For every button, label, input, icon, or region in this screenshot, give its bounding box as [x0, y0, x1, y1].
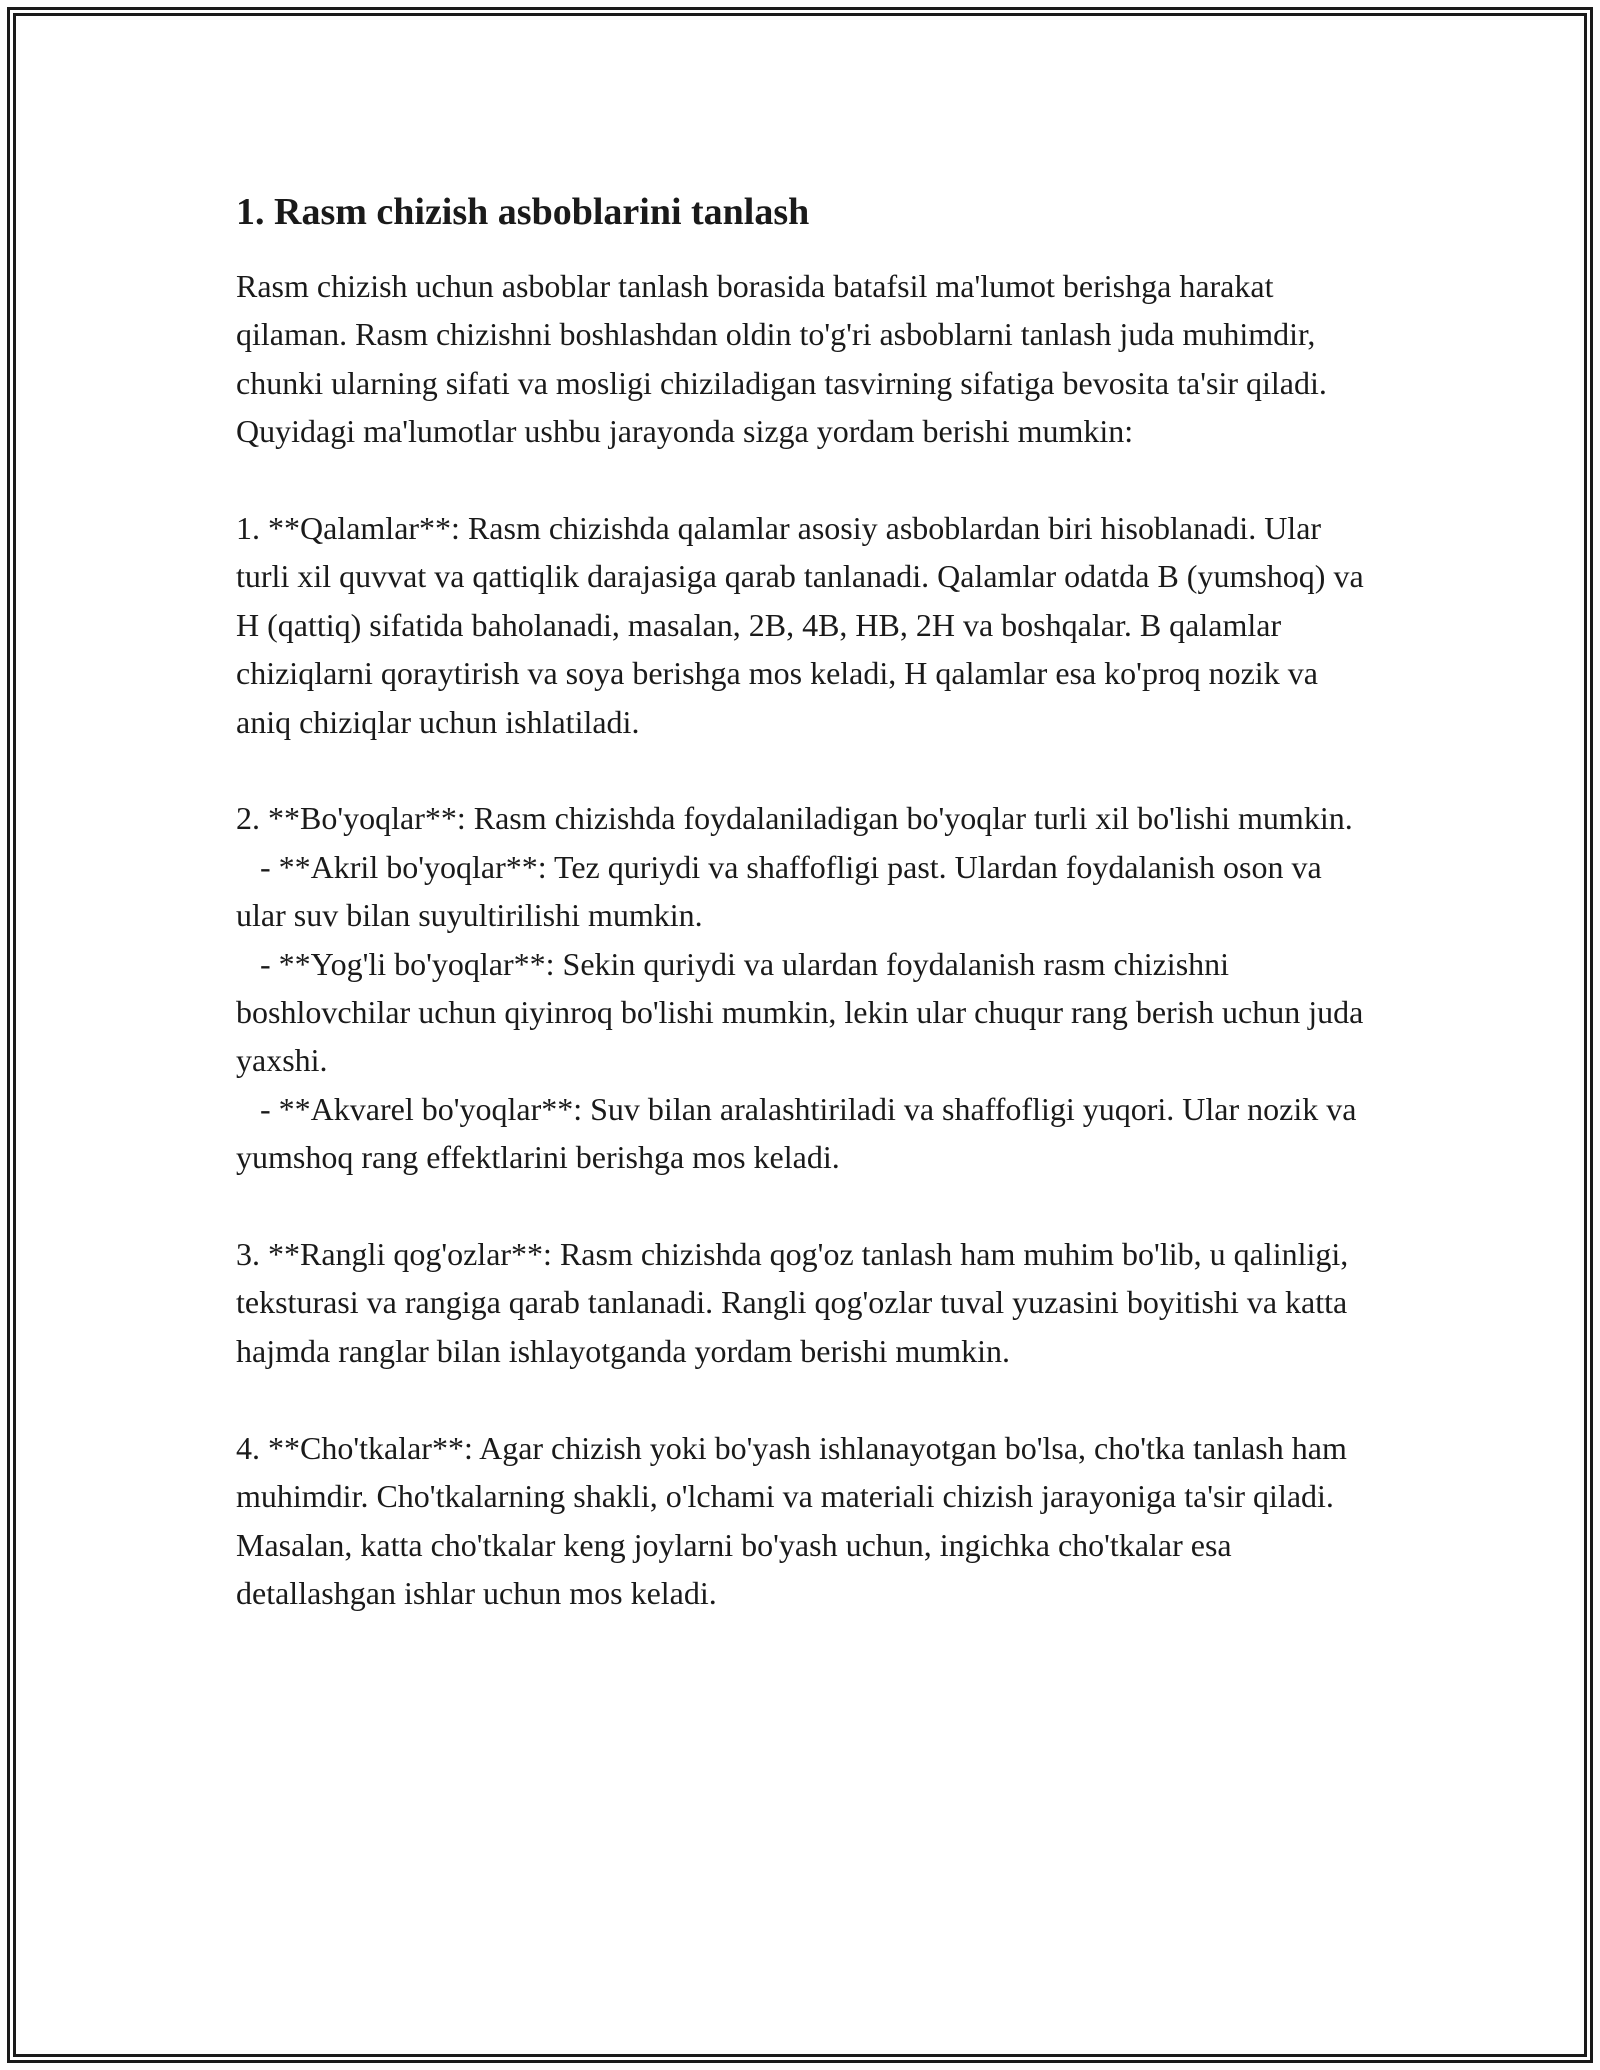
list-item-paints: 2. **Bo'yoqlar**: Rasm chizishda foydalaniladigan bo'yoqlar turli xil bo'lishi mumkin. — [236, 800, 1353, 837]
list-item-pencils: 1. **Qalamlar**: Rasm chizishda qalamlar asosiy asboblardan biri hisoblanadi. Ular turli xil quvvat va qattiqlik darajasiga qarab tanlanadi. Qalamlar odatda B (yumshoq) va H (qattiq) sifatida baholanadi, masalan, 2B, 4B, HB, 2H va boshqalar. B qalamlar chiziqlarni qoraytirish va soya berishga mos keladi, H qalamlar esa ko'proq nozik va aniq chiziqlar uchun ishlatiladi. — [236, 510, 1372, 740]
paragraph-gap — [236, 456, 1366, 504]
sub-item-watercolor: - **Akvarel bo'yoqlar**: Suv bilan aralashtiriladi va shaffofligi yuqori. Ular nozik va yumshoq rang effektlarini berishga mos keladi. — [236, 1090, 1365, 1176]
sub-item-oil: - **Yog'li bo'yoqlar**: Sekin quriydi va ulardan foydalanish rasm chizishni boshlovchilar uchun qiyinroq bo'lishi mumkin, lekin ular chuqur rang berish uchun juda yaxshi. — [236, 945, 1372, 1079]
section-heading: 1. Rasm chizish asboblarini tanlash — [236, 191, 810, 233]
paragraph-gap — [236, 746, 1366, 794]
document-body — [236, 182, 1372, 1617]
sub-item-acrylic: - **Akril bo'yoqlar**: Tez quriydi va shaffofligi past. Ulardan foydalanish oson va ular suv bilan suyultirilishi mumkin. — [236, 848, 1330, 934]
list-item-colored-paper: 3. **Rangli qog'ozlar**: Rasm chizishda qog'oz tanlash ham muhim bo'lib, u qalinligi, teksturasi va rangiga qarab tanlanadi. Rangli qog'ozlar tuval yuzasini boyitishi va katta hajmda ranglar bilan ishlayotganda yordam berishi mumkin. — [236, 1236, 1357, 1369]
intro-paragraph: Rasm chizish uchun asboblar tanlash borasida batafsil ma'lumot berishga harakat qilaman. Rasm chizishni boshlashdan oldin to'g'ri asboblarni tanlash juda muhimdir, chunki ularning sifati va mosligi chiziladigan tasvirning sifatiga bevosita ta'sir qiladi. Quyidagi ma'lumotlar ushbu jarayonda sizga yordam berishi mumkin: — [236, 268, 1335, 450]
list-item-brushes: 4. **Cho'tkalar**: Agar chizish yoki bo'yash ishlanayotgan bo'lsa, cho'tka tanlash ham muhimdir. Cho'tkalarning shakli, o'lchami va materiali chizish jarayoniga ta'sir qiladi. Masalan, katta cho'tkalar keng joylarni bo'yash uchun, ingichka cho'tkalar esa detallashgan ishlar uchun mos keladi. — [236, 1429, 1355, 1611]
paragraph-gap — [236, 1375, 1366, 1423]
paragraph-gap — [236, 1182, 1366, 1230]
